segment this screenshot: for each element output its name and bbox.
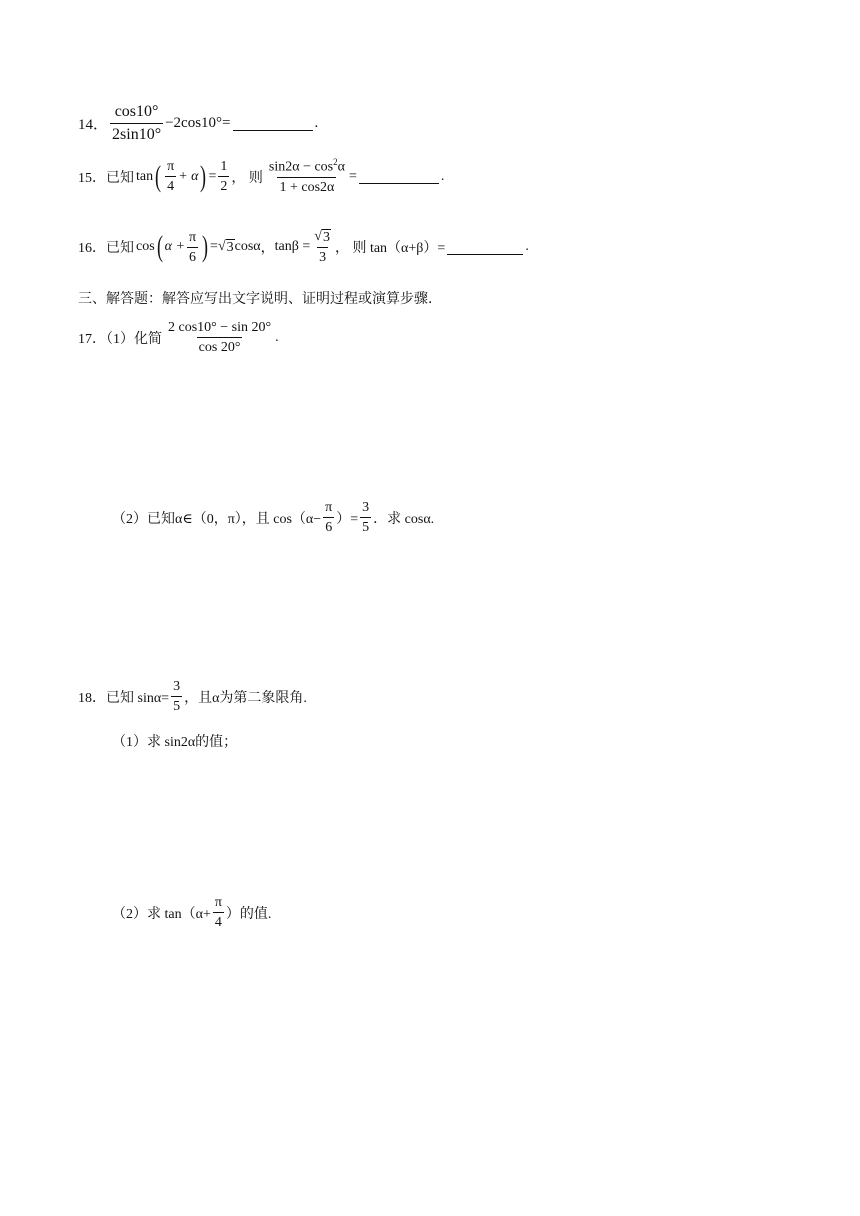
expression-tail: −2cos10°= [165,114,231,131]
cos-alpha: cosα [234,239,261,255]
answer-blank[interactable] [359,169,439,184]
answer-blank[interactable] [233,116,313,131]
numerator: 3 [173,679,181,694]
fraction [171,679,182,715]
question-18-part2 [112,895,271,931]
equals-sign: = [348,168,357,184]
alpha-term: + α [178,168,199,184]
section-title: 三、解答题：解答应写出文字说明、证明过程或演算步骤. [78,291,433,307]
fraction [165,159,176,195]
radicand: 3 [226,239,234,255]
period: . [275,329,279,345]
then-text: ， 则 [231,170,263,186]
radicand: 3 [322,230,330,245]
question-15 [78,158,444,195]
question-text: ，且α为第二象限角. [184,690,307,706]
equals-sign: = [208,168,217,184]
denominator: 4 [165,176,176,194]
question-17-part2 [112,500,434,536]
period: . [525,239,529,255]
cos-text: cos [136,239,155,255]
fraction [312,229,333,266]
denominator: 6 [187,247,198,265]
question-17-part1 [78,320,279,356]
question-18-part1 [112,731,237,751]
question-number: 18．已知 sinα= [78,690,170,706]
numerator: 2 cos10° − sin 20° [168,320,272,335]
comma: ， [260,241,275,257]
then-text: ， 则 tan（α+β）= [334,241,446,257]
numerator: π [214,895,222,910]
tan-beta: tanβ = [274,239,311,255]
question-18 [78,679,307,715]
superscript: 2 [333,157,338,167]
denominator: 1 + cos2α [277,177,336,195]
equals-sign: = [210,239,218,255]
part1-text: （1）求 sin2α的值； [112,735,238,750]
denominator: 2sin10° [110,123,163,144]
denominator: 5 [360,517,371,535]
numerator [312,229,333,247]
question-number: 14． [78,116,109,133]
part2-text: ．求 cosα. [373,511,435,527]
part2-text: （2）已知α∈（0，π），且 cos（α− [112,511,322,527]
numerator: 3 [362,500,370,515]
numerator: cos10° [114,103,159,120]
right-paren: ) [200,159,207,193]
denominator: 2 [218,176,229,194]
numerator-part: α [337,159,345,175]
period: . [440,168,445,184]
question-number: 15．已知 [78,170,134,186]
alpha-term: α + [164,239,185,255]
numerator: π [188,229,197,245]
numerator: π [167,158,175,174]
part2-text: ）= [336,511,359,527]
numerator [267,158,347,177]
fraction [187,230,198,266]
denominator: 3 [317,247,328,265]
question-number: 16．已知 [78,241,134,257]
sqrt: √ 3 [217,238,234,255]
part2-text: （2）求 tan（α+ [112,906,211,922]
fraction [267,158,347,195]
fraction [218,159,229,195]
fraction [360,500,371,536]
fraction [213,895,224,931]
left-paren: ( [155,159,162,193]
denominator: 6 [323,517,334,535]
left-paren: ( [156,230,163,264]
denominator: 4 [213,912,224,930]
period: . [314,114,319,131]
fraction [323,500,334,536]
numerator: π [325,500,333,515]
right-paren: ) [202,230,209,264]
part2-text: ）的值. [225,906,272,922]
question-16 [78,229,529,266]
denominator: cos 20° [197,337,243,355]
numerator: 1 [220,158,228,174]
tan-text: tan [136,168,154,184]
answer-blank[interactable] [447,240,523,255]
denominator: 5 [171,696,182,714]
numerator-part: sin2α − cos [268,159,334,175]
fraction [166,320,273,356]
question-14 [78,103,318,143]
question-number: 17．（1）化简 [78,331,162,347]
section-heading [78,288,432,308]
sqrt: √ 3 [314,229,330,245]
fraction [110,103,163,143]
